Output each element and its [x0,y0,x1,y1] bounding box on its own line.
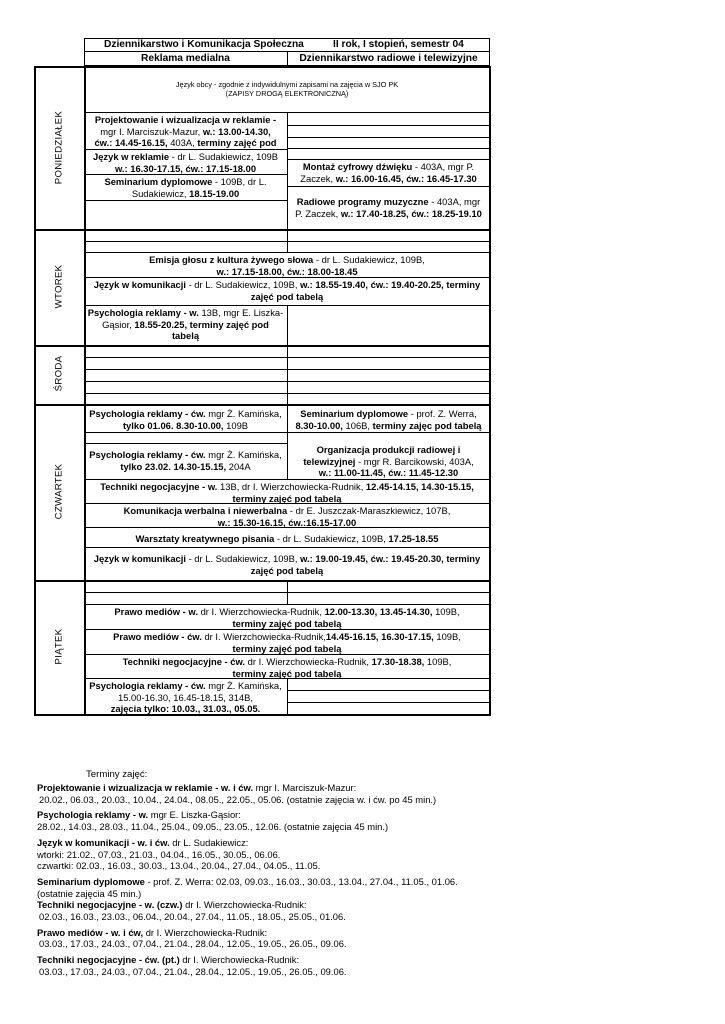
note-jezyk-tuesdays: wtorki: 21.02., 07.03., 21.03., 04.04., 16.05., 30.05., 06.06. [37,848,281,860]
mon-l-line-c [84,200,287,201]
mon-r-line-b [287,137,490,138]
notes-list [37,782,458,978]
monday-seminarium: Seminarium dyplomowe - 109B, dr L. Sudakiewicz, 18.15-19.00 [104,176,267,199]
day-separator-tue [34,345,491,347]
thursday-organizacja-produkcji: Organizacja produkcji radiowej i telewizyjnej - mgr R. Barcikowski, 403A, w.: 11.00-11.45, ćw.: 11.45-12.30 [303,444,474,479]
fri-col-div-top [287,580,288,604]
day-separator-mon [34,229,491,231]
mon-r-line-e [287,186,490,187]
monday-projektowanie: Projektowanie i wizualizacja w reklamie - mgr I. Marciszuk-Mazur, w.: 13.00-14.30, ćw.: 14.45-16.15, 403A, terminy zajęć pod [94,114,277,149]
tuesday-psychologia-reklamy: Psychologia reklamy - w. 13B, mgr E. Liszka- Gąsior, 18.55-20.25, terminy zajęć pod tabelą [87,307,284,342]
note-techniki-w: Techniki negocjacyjne - w. (czw.) dr I. Wierzchowiecka-Rudnik: [37,899,307,911]
fri-line-2 [84,604,490,605]
header-program: Dziennikarstwo i Komunikacja Społeczna [104,39,304,50]
friday-prawo-mediow-wyklad: Prawo mediów - w. dr I. Wierzchowiecka-Rudnik, 12.00-13.30, 13.45-14.30, 109B, terminy zajęć pod tabelą [114,606,460,629]
thursday-komunikacja-werbalna: Komunikacja werbalna i niewerbalna - dr E. Juszczak-Maraszkiewicz, 107B, w.: 15.30-16.15, ćw.:16.15-17.00 [123,505,451,528]
mon-l-line-a [84,149,287,150]
fri-r-line-a [287,690,490,691]
wed-line-3 [84,381,490,382]
day-label-wednesday: ŚRODA [53,355,65,392]
header-year: II rok, I stopień, semestr 04 [333,39,464,50]
thursday-techniki-negocjacyjne: Techniki negocjacyjne - w. 13B, dr I. Wierzchowiecka-Rudnik, 12.45-14.15, 14.30-15.15, terminy zajęć pod tabelą [100,481,474,504]
thu-line-3 [84,479,490,480]
monday-language-note: Język obcy - zgodnie z indywidulnymi zapisami na zajęcia w SJO PK (ZAPISY DROGĄ ELEKTRONICZNĄ) [175,80,399,98]
friday-techniki-negocjacyjne: Techniki negocjacyjne - ćw. dr I. Wierzchowiecka-Rudnik, 17.30-18.38, 109B, terminy zajęć pod tabelą [122,656,452,679]
tuesday-jezyk-w-komunikacji: Język w komunikacji - dr L. Sudakiewicz, 109B, w.: 18.55-19.40, ćw.: 19.40-20.25, terminy zajęć pod tabelą [93,279,481,302]
day-label-thursday: CZWARTEK [53,463,65,520]
monday-jezyk-w-reklamie: Język w reklamie - dr L. Sudakiewicz, 109B w.: 16.30-17.15, ćw.: 17.15-18.00 [92,151,279,174]
thu-line-1 [84,432,490,433]
friday-prawo-mediow-cwiczenia: Prawo mediów - ćw. dr I. Wierzchowiecka-Rudnik,14.45-16.15, 16.30-17.15, 109B, terminy zajęć pod tabelą [113,631,461,654]
note-techniki-cw: Techniki negocjacyjne - ćw. (pt.) dr I. Wierchowiecka-Rudnik: [37,954,300,966]
monday-radiowe-programy: Radiowe programy muzyczne - 403A, mgr P. Zaczek, w.: 17.40-18.25, ćw.: 18.25-19.10 [295,196,482,219]
note-projektowanie: Projektowanie i wizualizacja w reklamie - w. i ćw. mgr I. Marciszuk-Mazur: [37,782,357,793]
note-jezyk-thursdays: czwartki: 02.03., 16.03., 30.03., 13.04., 20.04., 27.04., 04.05., 11.05. [37,860,321,872]
thu-l-line-2 [84,443,287,444]
note-seminarium-extra: (ostatnie zajęcia 45 min.) [37,887,142,899]
thursday-psychologia-1: Psychologia reklamy - ćw. mgr Ż. Kamińska, tylko 01.06. 8.30-10.00, 109B [89,408,282,431]
tue-col-div-bottom [287,305,288,345]
thursday-psychologia-2: Psychologia reklamy - ćw. mgr Ż. Kamińska, tylko 23.02. 14.30-15.15, 204A [89,449,282,472]
tue-col-div-top [287,229,288,252]
monday-montaz: Montaż cyfrowy dźwięku - 403A, mgr P. Zaczek, w.: 16.00-16.45, ćw.: 16.45-17.30 [300,161,477,184]
note-jezyk: Język w komunikacji - w. i ćw. dr L. Sudakiewicz: [37,836,249,848]
day-label-monday: PONIEDZIAŁEK [53,110,65,185]
thursday-jezyk-w-komunikacji: Język w komunikacji - dr L. Sudakiewicz, 109B, w.: 19.00-19.45, ćw.: 19.45-20.30, terminy zajęć pod tabelą [93,553,481,576]
friday-psychologia-reklamy: Psychologia reklamy - ćw. mgr Ż. Kamińska, 15.00-16.30, 16.45-18.15, 314B, zajęcia tylko: 10.03., 31.03., 05.05. [89,680,282,715]
tue-line-2 [84,252,490,253]
thursday-warsztaty: Warsztaty kreatywnego pisania - dr L. Sudakiewicz, 109B, 17.25-18.55 [135,533,439,544]
wed-line-4 [84,393,490,394]
day-separator-thu [34,580,491,582]
note-psychologia-dates: 28.02., 14.03., 28.03., 11.04., 25.04., 09.05., 23.05., 12.06. (ostatnie zajęcia 45 min.) [37,821,389,833]
day-label-tuesday: WTOREK [53,264,65,309]
note-projektowanie-dates: 20.02., 06.03., 20.03., 10.04., 24.04., 08.05., 22.05., 05.06. (ostatnie zajęcia w. i ćw. po 45 min.) [39,793,437,805]
note-prawo: Prawo mediów - w. i ćw, dr I. Wierzchowiecka-Rudnik: [37,926,268,938]
notes-heading: Terminy zajęć: [86,769,148,780]
wed-line-1 [84,357,490,358]
tuesday-emisja-glosu: Emisja głosu z kultura żywego słowa - dr L. Sudakiewicz, 109B, w.: 17.15-18.00, ćw.: 18.00-18.45 [149,254,425,277]
fri-r-line-b [287,702,490,703]
wed-line-2 [84,369,490,370]
note-psychologia: Psychologia reklamy - w. mgr E. Liszka-Gąsior: [37,809,241,821]
day-separator-wed [34,404,491,406]
note-seminarium: Seminarium dyplomowe - prof. Z. Werra: 02.03, 09.03., 16.03., 30.03., 13.04., 27.04., 11.05., 01.06. [37,875,458,887]
mon-r-line-d [287,159,490,160]
note-techniki-cw-dates: 03.03., 17.03., 24.03., 07.04., 21.04., 28.04., 12.05., 19.05., 26.05., 09.06. [39,965,347,977]
day-label-friday: PIĄTEK [53,628,65,665]
note-techniki-w-dates: 02.03., 16.03., 23.03., 06.04., 20.04., 27.04., 11.05., 18.05., 25.05., 01.06. [39,911,346,923]
header-col1: Reklama medialna [141,53,230,64]
header-col2: Dziennikarstwo radiowe i telewizyjne [299,53,478,64]
thursday-seminarium: Seminarium dyplomowe - prof. Z. Werra, 8.30-10.00, 106B, terminy zajęc pod tabelą [295,408,482,431]
note-prawo-dates: 03.03., 17.03., 24.03., 07.04., 21.04., 28.04., 12.05., 19.05., 26.05., 09.06. [39,938,347,950]
mon-r-line-a [287,125,490,126]
thu-line-6 [84,547,490,548]
fri-col-div-bottom [287,678,288,716]
mon-r-line-c [287,148,490,149]
wed-col-divider [287,345,288,404]
